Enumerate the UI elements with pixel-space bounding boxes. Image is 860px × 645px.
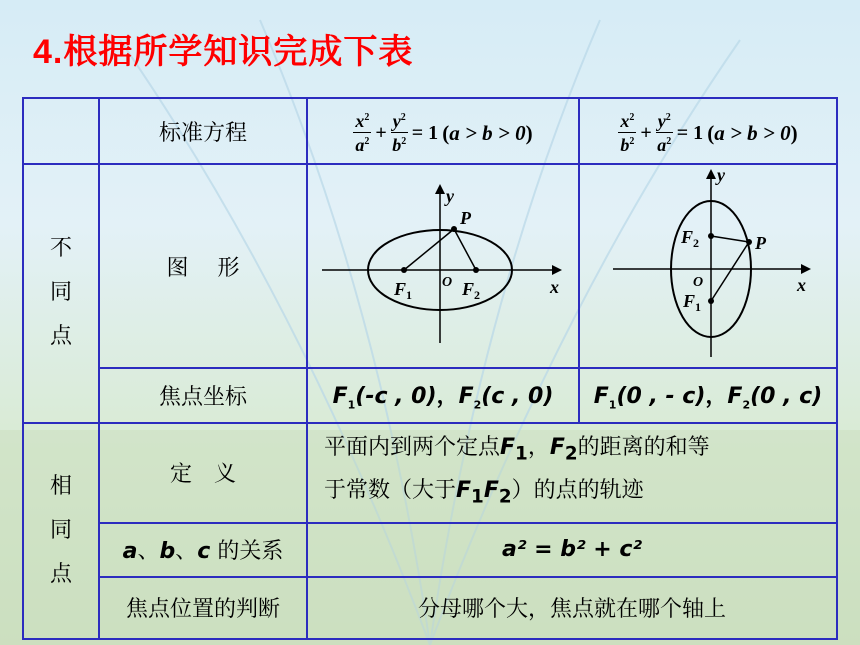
point-p-label: P xyxy=(755,233,766,254)
focus-coord-1: $F_1(-c$ , 0)，$F_2(c$ , 0) xyxy=(307,368,579,422)
table-row-definition xyxy=(23,423,837,523)
focus-f2-label: $F_2$ xyxy=(462,279,481,303)
table-row-focus xyxy=(23,368,837,422)
relation-label: a、b、c 的关系 xyxy=(99,523,307,577)
table-row-position xyxy=(23,577,837,639)
x-axis-label: x xyxy=(550,277,559,298)
figure-cell-2 xyxy=(579,164,837,368)
corner-cell xyxy=(23,98,99,164)
comparison-table xyxy=(22,97,838,640)
diff-group-label: 不 同 点 xyxy=(23,164,99,422)
x-axis-label: x xyxy=(797,275,806,296)
equation-label: 标准方程 xyxy=(99,98,307,164)
y-axis-label: y xyxy=(446,186,454,207)
origin-label: O xyxy=(442,275,453,291)
focus-f1-label: $F_1$ xyxy=(394,279,413,303)
vertical-ellipse-figure xyxy=(583,165,833,361)
figure-label: 图 形 xyxy=(99,164,307,368)
point-p-label: P xyxy=(460,208,471,229)
y-axis-label: y xyxy=(717,165,725,186)
focus-label: 焦点坐标 xyxy=(99,368,307,422)
table-row-equation xyxy=(23,98,837,164)
definition-text: 平面内到两个定点$F_1$，$F_2$的距离的和等 于常数（大于$F_1F_2$）的点的轨迹 xyxy=(307,423,837,523)
definition-label: 定 义 xyxy=(99,423,307,523)
table-row-relation xyxy=(23,523,837,577)
horizontal-ellipse-figure xyxy=(312,168,574,358)
equation-cell-2: $\frac{x^2}{b^2}$ + $\frac{y^2}{a^2}$ = 1 (a > b > 0) xyxy=(579,98,837,164)
origin-label: O xyxy=(693,275,704,291)
table-row-figure xyxy=(23,164,837,368)
page-title: 4.根据所学知识完成下表 xyxy=(33,32,414,72)
focus-f2-label: $F_2$ xyxy=(681,227,700,251)
focus-coord-2: $F_1(0$ , - c)，$F_2(0$ , c) xyxy=(579,368,837,422)
equation-cell-1: $\frac{x^2}{a^2}$ + $\frac{y^2}{b^2}$ = 1 (a > b > 0) xyxy=(307,98,579,164)
figure-cell-1 xyxy=(307,164,579,368)
position-label: 焦点位置的判断 xyxy=(99,577,307,639)
relation-value: a² = b² + c² xyxy=(307,523,837,577)
position-value: 分母哪个大，焦点就在哪个轴上 xyxy=(307,577,837,639)
focus-f1-label: $F_1$ xyxy=(683,291,702,315)
same-group-label: 相 同 点 xyxy=(23,423,99,639)
